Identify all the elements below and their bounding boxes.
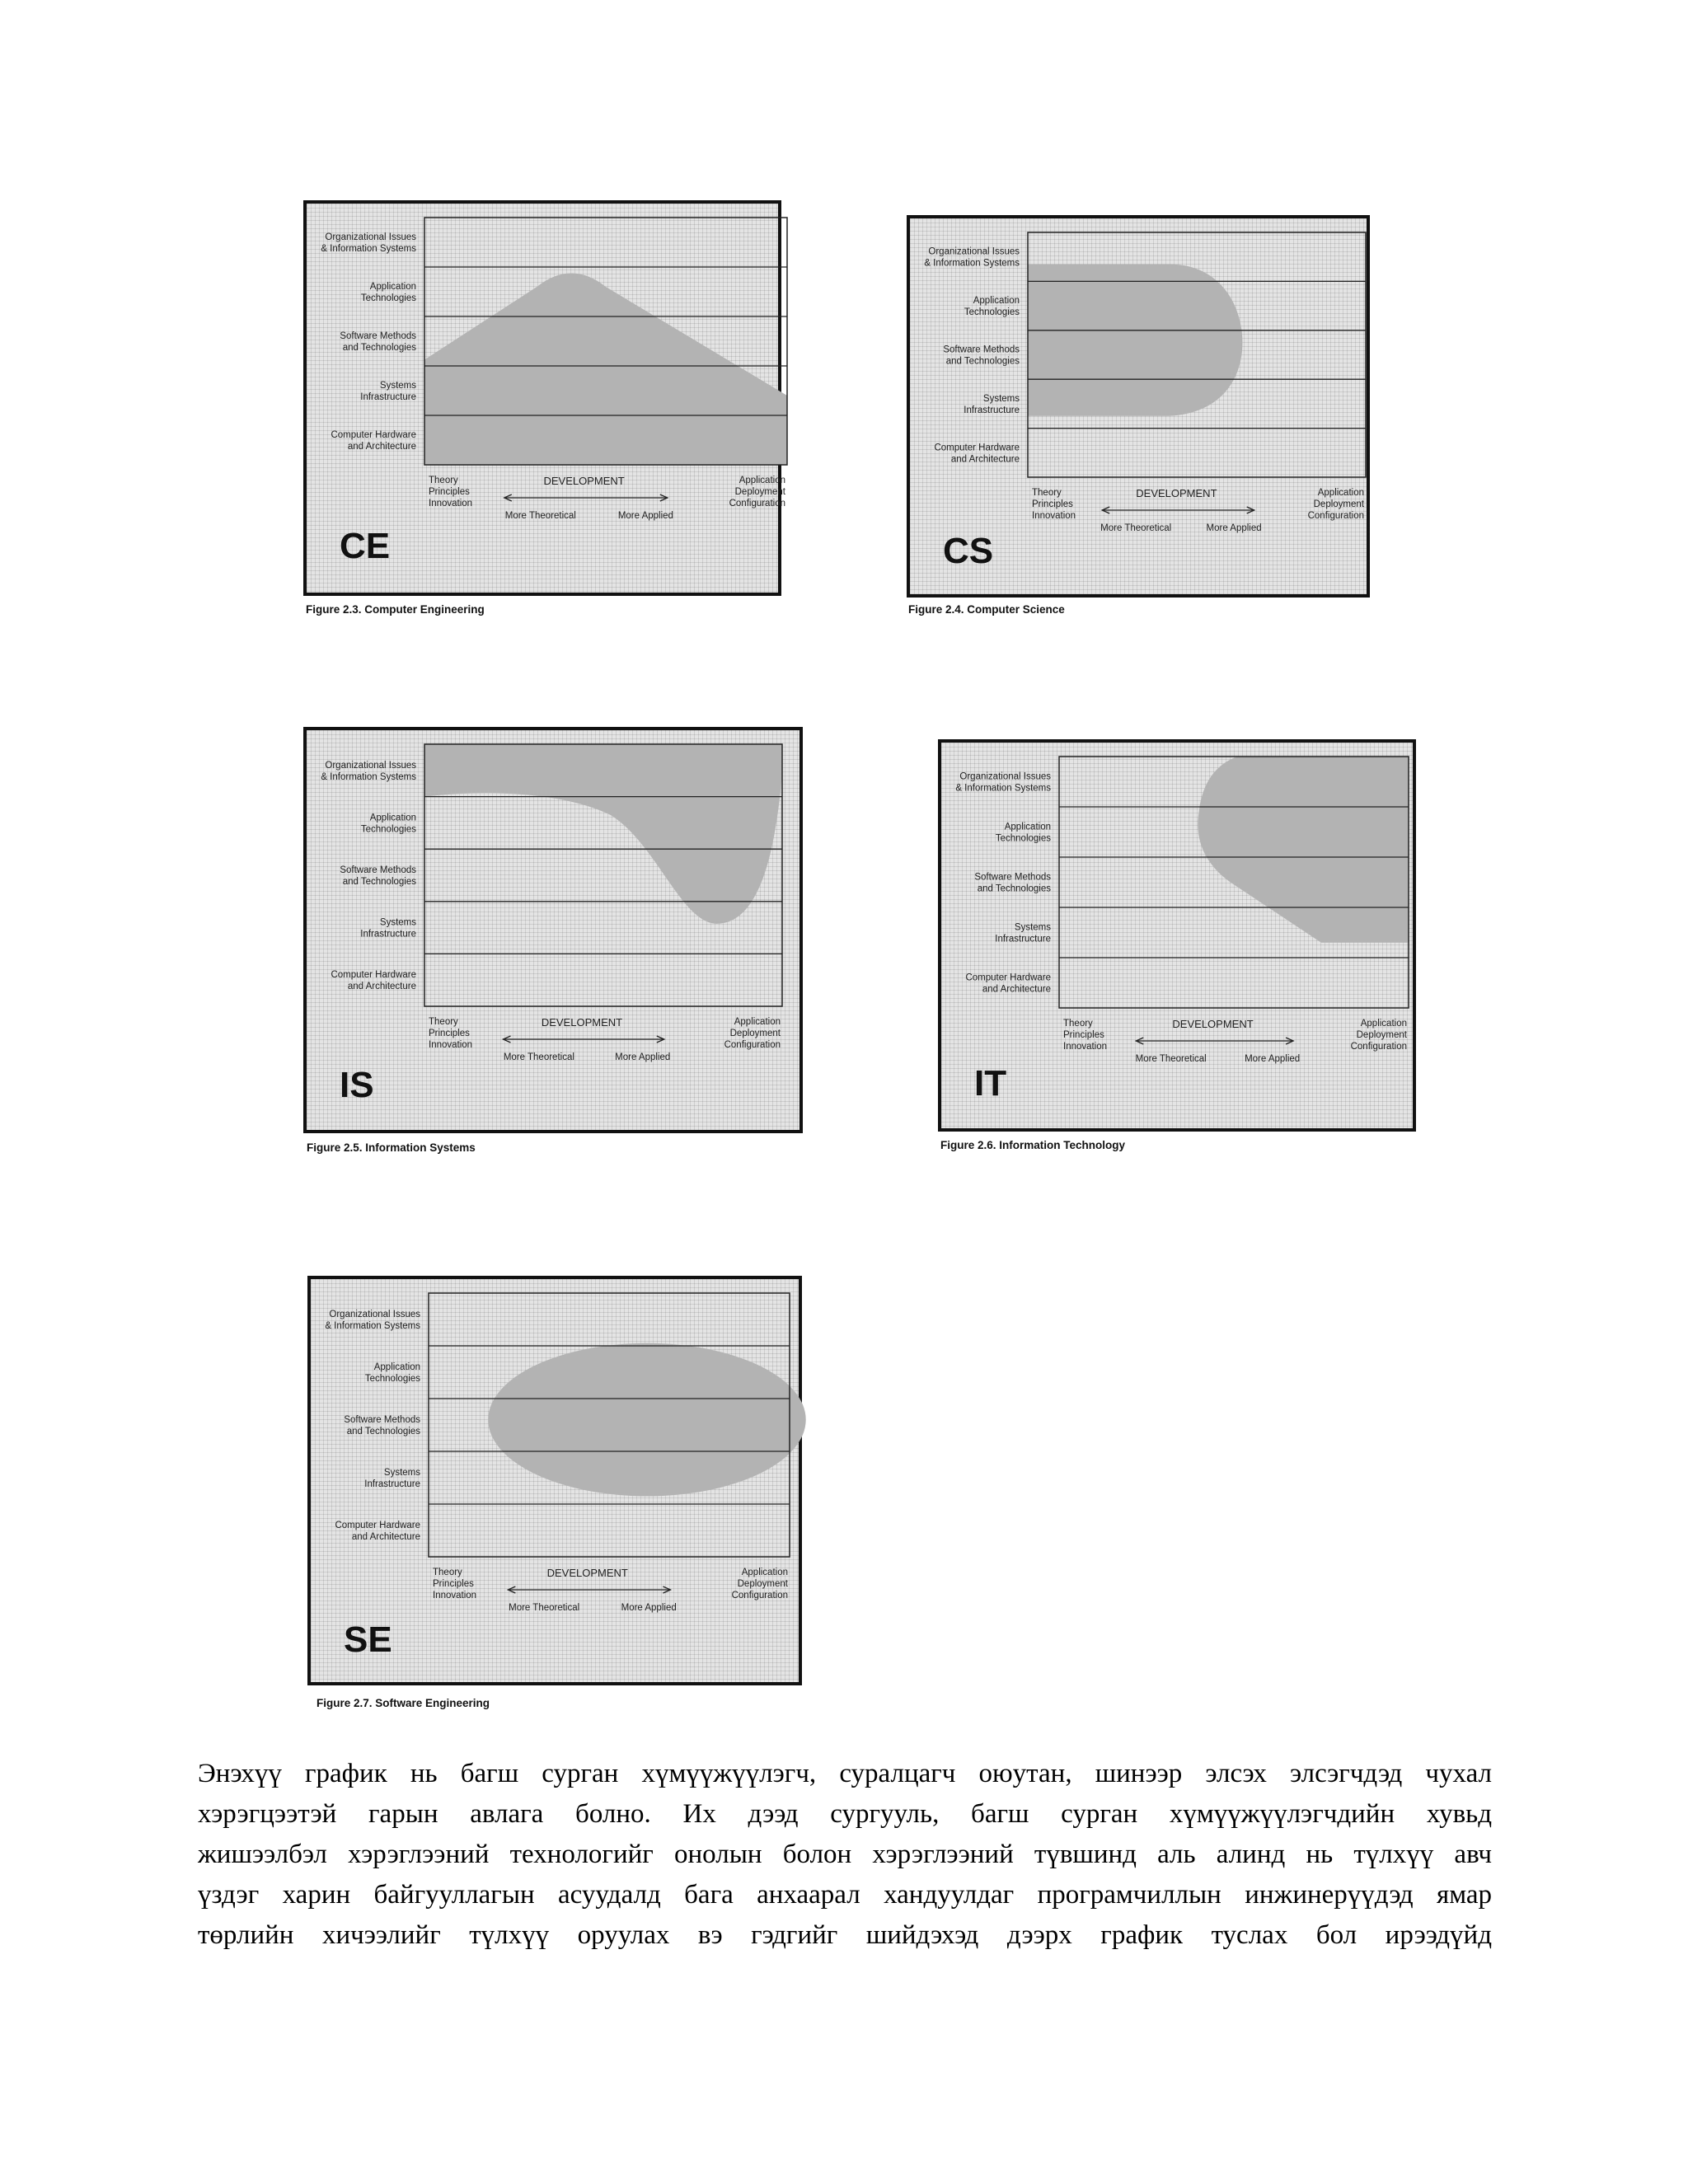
cs-more-theoretical-label: More Theoretical <box>1100 523 1172 533</box>
it-theory-label: Principles <box>1063 1030 1104 1040</box>
cs-theory-label: Innovation <box>1032 511 1076 521</box>
figure-is-diagram <box>307 730 799 1130</box>
cs-row-label-4-line2: Infrastructure <box>964 405 1020 415</box>
is-theory-label: Principles <box>429 1029 470 1038</box>
paragraph-line-4: үздэг харин байгууллагын асуудалд бага анхаарал хандуулдаг програмчиллын инжинерүүдэд ямар <box>198 1880 1492 1910</box>
it-row-label-1-line2: & Information Systems <box>955 783 1051 794</box>
ce-development-label: DEVELOPMENT <box>543 475 625 487</box>
ce-emphasis-shape <box>424 274 787 466</box>
cs-row-label-2-line2: Technologies <box>964 307 1020 318</box>
cs-application-label: Application <box>1317 488 1364 498</box>
se-row-label-2-line2: Technologies <box>364 1374 420 1384</box>
it-theory-label: Innovation <box>1063 1042 1108 1052</box>
it-row-label-4: Systems <box>1014 922 1051 933</box>
cs-emphasis-shape <box>1028 265 1242 416</box>
cs-theory-label: Principles <box>1032 499 1073 509</box>
cs-development-label: DEVELOPMENT <box>1136 487 1217 499</box>
figure-it-diagram <box>941 743 1413 1128</box>
is-row-label-1: Organizational Issues <box>325 760 416 771</box>
is-discipline-code: IS <box>340 1065 374 1105</box>
cs-row-label-5-line2: and Architecture <box>950 454 1020 465</box>
it-more-applied-label: More Applied <box>1245 1054 1301 1064</box>
se-row-label-5-line2: and Architecture <box>351 1532 420 1542</box>
is-row-label-2: Application <box>369 813 416 823</box>
it-emphasis-shape <box>1198 757 1409 943</box>
is-row-label-5-line2: and Architecture <box>347 982 416 992</box>
paragraph-line-1: Энэхүү график нь багш сурган хүмүүжүүлэгч, суралцагч оюутан, шинээр элсэх элсэгчдэд чухал <box>198 1759 1492 1788</box>
se-more-theoretical-label: More Theoretical <box>509 1603 580 1613</box>
is-row-label-5: Computer Hardware <box>331 970 416 981</box>
it-row-label-5: Computer Hardware <box>965 972 1051 983</box>
figure-se <box>307 1276 802 1685</box>
it-row-label-2: Application <box>1004 822 1051 832</box>
is-emphasis-shape <box>424 744 782 924</box>
is-row-label-4-line2: Infrastructure <box>360 929 416 940</box>
paragraph-line-2: хэрэгцээтэй гарын авлага болно. Их дээд сургууль, багш сурган хүмүүжүүлэгчдийн хувьд <box>198 1799 1492 1829</box>
se-theory-label: Theory <box>433 1568 462 1577</box>
figure-cs <box>907 215 1370 598</box>
figure-cs-caption: Figure 2.4. Computer Science <box>908 603 1065 616</box>
is-more-theoretical-label: More Theoretical <box>503 1052 574 1062</box>
ce-row-label-1-line2: & Information Systems <box>321 244 416 254</box>
ce-row-label-4-line2: Infrastructure <box>360 392 416 402</box>
ce-row-label-2: Application <box>369 282 416 292</box>
se-application-label: Application <box>741 1568 788 1577</box>
se-row-label-3: Software Methods <box>344 1415 420 1425</box>
it-row-label-3-line2: and Technologies <box>977 883 1051 894</box>
it-more-theoretical-label: More Theoretical <box>1135 1054 1207 1064</box>
paragraph-line-5: төрлийн хичээлийг түлхүү оруулах вэ гэдгийг шийдэхэд дээрх график туслах бол ирээдүйд <box>198 1920 1492 1950</box>
figure-ce-diagram <box>307 204 785 593</box>
ce-row-label-5-line2: and Architecture <box>347 442 416 452</box>
cs-more-applied-label: More Applied <box>1206 523 1262 533</box>
ce-theory-label: Innovation <box>429 499 473 509</box>
ce-row-label-2-line2: Technologies <box>360 293 416 303</box>
paragraph-line-3: жишээлбэл хэрэглээний технологийг онолын болон хэрэглээний түвшинд аль алинд нь түлхүү авч <box>198 1840 1492 1869</box>
ce-theory-label: Principles <box>429 487 470 497</box>
is-development-label: DEVELOPMENT <box>541 1016 623 1029</box>
is-more-applied-label: More Applied <box>615 1052 671 1062</box>
cs-row-label-1-line2: & Information Systems <box>924 258 1020 269</box>
it-row-label-1: Organizational Issues <box>959 771 1051 782</box>
is-row-label-3: Software Methods <box>340 865 416 875</box>
it-discipline-code: IT <box>974 1063 1007 1104</box>
it-development-label: DEVELOPMENT <box>1172 1018 1254 1030</box>
figure-ce <box>303 200 785 596</box>
it-row-label-2-line2: Technologies <box>995 833 1051 844</box>
is-application-label: Deployment <box>729 1029 781 1038</box>
ce-discipline-code: CE <box>340 526 391 566</box>
se-row-label-2: Application <box>373 1362 420 1372</box>
is-application-label: Application <box>734 1017 781 1027</box>
is-theory-label: Innovation <box>429 1040 473 1050</box>
figure-is-caption: Figure 2.5. Information Systems <box>307 1141 476 1154</box>
se-row-label-3-line2: and Technologies <box>346 1427 420 1436</box>
body-paragraph <box>198 1754 1492 1956</box>
cs-row-label-2: Application <box>973 296 1020 307</box>
ce-row-label-5: Computer Hardware <box>331 430 416 440</box>
ce-more-applied-label: More Applied <box>617 511 673 521</box>
se-row-label-5: Computer Hardware <box>335 1521 420 1530</box>
cs-application-label: Deployment <box>1313 499 1364 509</box>
ce-theory-label: Theory <box>429 476 458 485</box>
it-row-label-4-line2: Infrastructure <box>995 934 1051 944</box>
ce-row-label-3-line2: and Technologies <box>342 343 416 353</box>
it-theory-label: Theory <box>1063 1019 1093 1029</box>
ce-application-label: Application <box>738 476 785 485</box>
is-row-label-1-line2: & Information Systems <box>321 771 416 782</box>
ce-row-label-4: Systems <box>379 381 416 391</box>
is-row-label-2-line2: Technologies <box>360 824 416 835</box>
se-row-label-4-line2: Infrastructure <box>364 1479 420 1489</box>
is-theory-label: Theory <box>429 1017 458 1027</box>
cs-row-label-4: Systems <box>982 393 1020 404</box>
se-development-label: DEVELOPMENT <box>546 1567 628 1579</box>
cs-row-label-1: Organizational Issues <box>928 246 1020 257</box>
figure-it <box>938 739 1416 1132</box>
figure-cs-diagram <box>910 218 1367 594</box>
is-row-label-4: Systems <box>379 917 416 928</box>
figure-it-caption: Figure 2.6. Information Technology <box>940 1139 1126 1151</box>
it-application-label: Deployment <box>1356 1030 1407 1040</box>
se-discipline-code: SE <box>344 1619 392 1660</box>
ce-application-label: Configuration <box>729 499 785 509</box>
it-application-label: Configuration <box>1350 1042 1407 1052</box>
se-theory-label: Innovation <box>433 1591 477 1601</box>
it-row-label-5-line2: and Architecture <box>982 984 1051 995</box>
figure-ce-caption: Figure 2.3. Computer Engineering <box>306 603 485 616</box>
se-theory-label: Principles <box>433 1579 474 1589</box>
figure-se-caption: Figure 2.7. Software Engineering <box>316 1697 490 1709</box>
cs-discipline-code: CS <box>943 531 994 571</box>
cs-row-label-5: Computer Hardware <box>934 443 1020 453</box>
it-row-label-3: Software Methods <box>974 872 1051 883</box>
ce-row-label-1: Organizational Issues <box>325 232 416 242</box>
cs-row-label-3-line2: and Technologies <box>945 356 1020 367</box>
se-row-label-1: Organizational Issues <box>329 1310 420 1319</box>
se-application-label: Deployment <box>737 1579 788 1589</box>
se-row-label-1-line2: & Information Systems <box>325 1321 420 1331</box>
ce-more-theoretical-label: More Theoretical <box>504 511 576 521</box>
cs-application-label: Configuration <box>1307 511 1364 521</box>
it-application-label: Application <box>1360 1019 1407 1029</box>
is-application-label: Configuration <box>724 1040 781 1050</box>
cs-row-label-3: Software Methods <box>943 344 1020 355</box>
ce-application-label: Deployment <box>734 487 785 497</box>
figure-se-diagram <box>311 1279 799 1682</box>
cs-theory-label: Theory <box>1032 488 1062 498</box>
is-row-label-3-line2: and Technologies <box>342 877 416 887</box>
figure-is <box>303 727 803 1133</box>
se-emphasis-shape <box>488 1343 805 1497</box>
se-row-label-4: Systems <box>383 1468 420 1478</box>
se-application-label: Configuration <box>731 1591 788 1601</box>
se-more-applied-label: More Applied <box>621 1603 677 1613</box>
ce-row-label-3: Software Methods <box>340 331 416 341</box>
